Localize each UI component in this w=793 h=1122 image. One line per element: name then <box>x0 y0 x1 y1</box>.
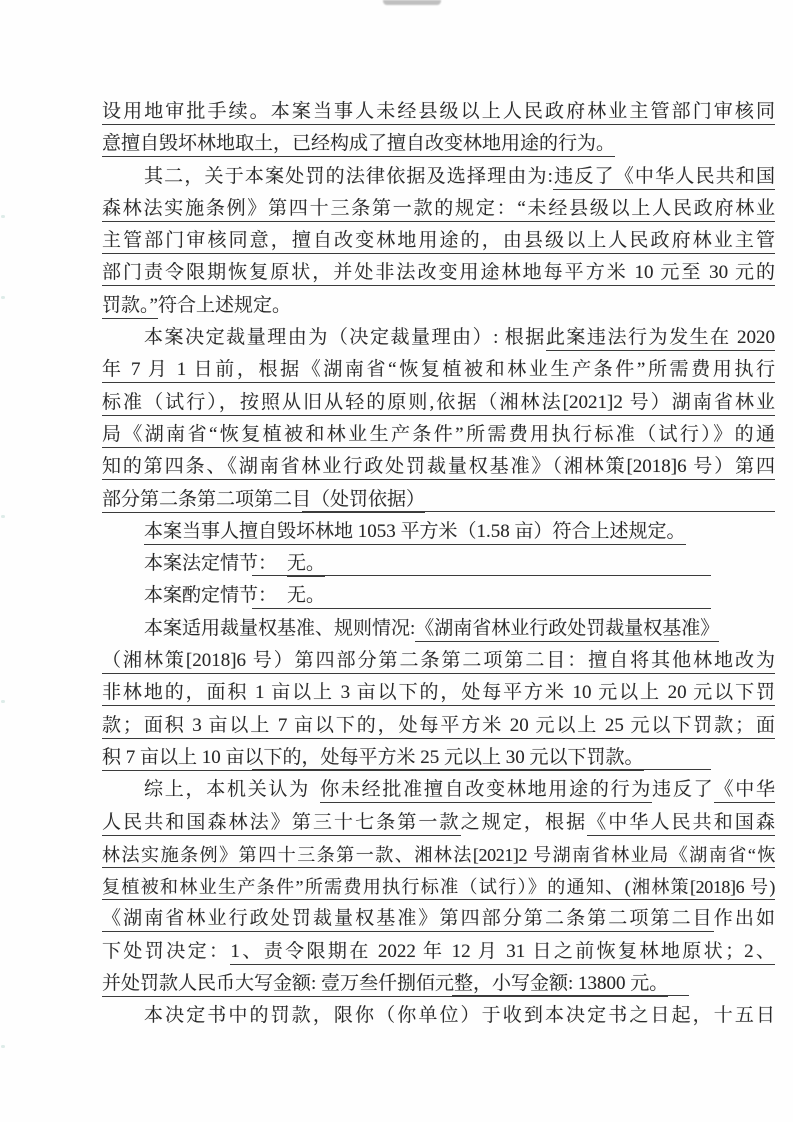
blank-underline <box>302 511 775 512</box>
filled-in-text: 林法实施条例》第四十三条第一款、湘林法[2021]2 号湖南省林业局《湖南省“恢 <box>102 845 775 868</box>
document-line <box>102 128 775 160</box>
template-text: 本案法定情节： <box>144 553 278 575</box>
template-text: 作出如 <box>713 908 775 930</box>
filled-in-text: 设用地审批手续。本案当事人未经县级以上人民政府林业主管部门审核同 <box>102 101 775 125</box>
filled-in-text: 本案当事人擅自毁坏林地 1053 平方米（1.58 亩）符合上述规定。 <box>144 521 686 545</box>
filled-in-text: 《中华人民共和国森 <box>587 812 775 836</box>
filled-in-text: 并处罚款人民币大写金额: 壹万叁仟捌佰元整，小写金额: 13800 元。 <box>102 973 668 997</box>
document-line <box>102 354 775 386</box>
blank-underline <box>252 769 711 770</box>
filled-in-text: 森林法实施条例》第四十三条第一款的规定：“未经县级以上人民政府林业 <box>102 198 775 222</box>
document-line <box>102 742 775 774</box>
document-line <box>102 710 775 742</box>
filled-in-text: 1、责令限期在 2022 年 12 月 31 日之前恢复林地原状；2、 <box>230 941 775 965</box>
document-line <box>102 290 775 322</box>
template-text: 本案适用裁量权基准、规则情况: <box>144 617 416 639</box>
document-line <box>102 257 775 289</box>
scan-speck-artifact <box>1 700 5 703</box>
filled-in-text: 年 7 月 1 日前，根据《湖南省“恢复植被和林业生产条件”所需费用执行 <box>102 359 775 383</box>
document-line <box>102 613 775 645</box>
document-line <box>102 193 775 225</box>
document-line <box>102 968 775 1000</box>
scan-speck-artifact <box>1 296 5 299</box>
filled-in-text: 人民共和国森林法》第三十七条第一款 <box>102 812 461 836</box>
filled-in-text: 此案违法行为发生在 2020 <box>546 327 775 351</box>
document-line <box>102 774 775 806</box>
scan-speck-artifact <box>1 515 5 518</box>
filled-in-text: 款；面积 3 亩以上 7 亩以下的，处每平方米 20 元以上 25 元以下罚款；面 <box>102 715 775 739</box>
filled-in-text: 《湖南省林业行政处罚裁量权基准》第四部分第二条第二项第二目 <box>102 908 714 932</box>
filled-in-text: 积 7 亩以上 10 亩以下的，处每平方米 25 元以上 30 元以下罚款。 <box>102 747 644 771</box>
document-line <box>102 936 775 968</box>
document-line <box>102 484 775 516</box>
filled-in-text: 部门责令限期恢复原状，并处非法改变用途林地每平方米 10 元至 30 元的 <box>102 262 775 286</box>
template-text: 违反了 <box>652 779 715 801</box>
filled-in-text: 罚款。” <box>102 295 158 319</box>
filled-in-text: 局《湖南省“恢复植被和林业生产条件”所需费用执行标准（试行）》的通 <box>102 424 775 448</box>
template-text: 综上，本机关认为 <box>144 779 311 801</box>
document-line <box>102 419 775 451</box>
filled-in-text: 复植被和林业生产条件”所需费用执行标准（试行）》的通知、(湘林策[2018]6 号) <box>102 877 775 900</box>
filled-in-text: 《中华 <box>714 779 775 803</box>
blank-underline <box>452 995 689 996</box>
document-line <box>102 516 775 548</box>
document-line <box>102 903 775 935</box>
filled-in-text: 标准（试行），按照从旧从轻的原则,依据（湘林法[2021]2 号）湖南省林业 <box>102 392 775 416</box>
document-line <box>102 580 775 612</box>
template-text: 本案决定裁量理由为（决定裁量理由）: 根据 <box>144 327 546 349</box>
document-line <box>102 96 775 128</box>
filled-in-text: 非林地的，面积 1 亩以上 3 亩以下的，处每平方米 10 元以上 20 元以下罚 <box>102 682 775 706</box>
filled-in-text: 《湖南省林业行政处罚裁量权基准》 <box>415 618 719 642</box>
filled-in-text: 意擅自毁坏林地取土，已经构成了擅自改变林地用途的行为。 <box>102 133 615 157</box>
filled-in-text: 知的第四条、《湖南省林业行政处罚裁量权基准》（湘林策[2018]6 号）第四 <box>102 456 775 480</box>
template-text: 本决定书中的罚款，限你（你单位）于收到本决定书之日起，十五日 <box>144 1005 775 1027</box>
filled-in-text: （湘林策[2018]6 号）第四部分第二条第二项第二目：擅自将其他林地改为 <box>102 650 775 674</box>
template-text: 符合上述规定。 <box>157 294 291 316</box>
document-line <box>102 677 775 709</box>
document-body <box>102 96 775 1033</box>
filled-in-text: 你未经批准擅自改变林地用途的行为 <box>320 779 652 803</box>
blank-underline <box>252 575 711 576</box>
template-text: 之规定，根据 <box>460 811 588 833</box>
document-line <box>102 645 775 677</box>
template-text: 其二，关于本案处罚的法律依据及选择理由为: <box>144 165 553 187</box>
scan-speck-artifact <box>1 215 5 218</box>
template-text: 下处罚决定： <box>102 940 231 962</box>
filled-in-text: 无。 <box>287 585 325 609</box>
document-line <box>102 807 775 839</box>
blank-underline <box>252 608 711 609</box>
scan-smudge-artifact <box>383 0 441 5</box>
document-line <box>102 322 775 354</box>
document-line <box>102 161 775 193</box>
document-line <box>102 1000 775 1032</box>
filled-in-text: 无。 <box>287 553 325 577</box>
document-line <box>102 871 775 903</box>
filled-in-text: 违反了《中华人民共和国 <box>553 166 775 190</box>
document-line <box>102 548 775 580</box>
scan-speck-artifact <box>1 1045 5 1048</box>
document-line <box>102 225 775 257</box>
filled-in-text: 主管部门审核同意，擅自改变林地用途的，由县级以上人民政府林业主管 <box>102 230 775 254</box>
document-line <box>102 387 775 419</box>
template-text: 本案酌定情节： <box>144 585 278 607</box>
document-line <box>102 451 775 483</box>
filled-in-text: 部分第二条第二项第二目（处罚依据） <box>102 489 425 513</box>
document-line <box>102 839 775 871</box>
